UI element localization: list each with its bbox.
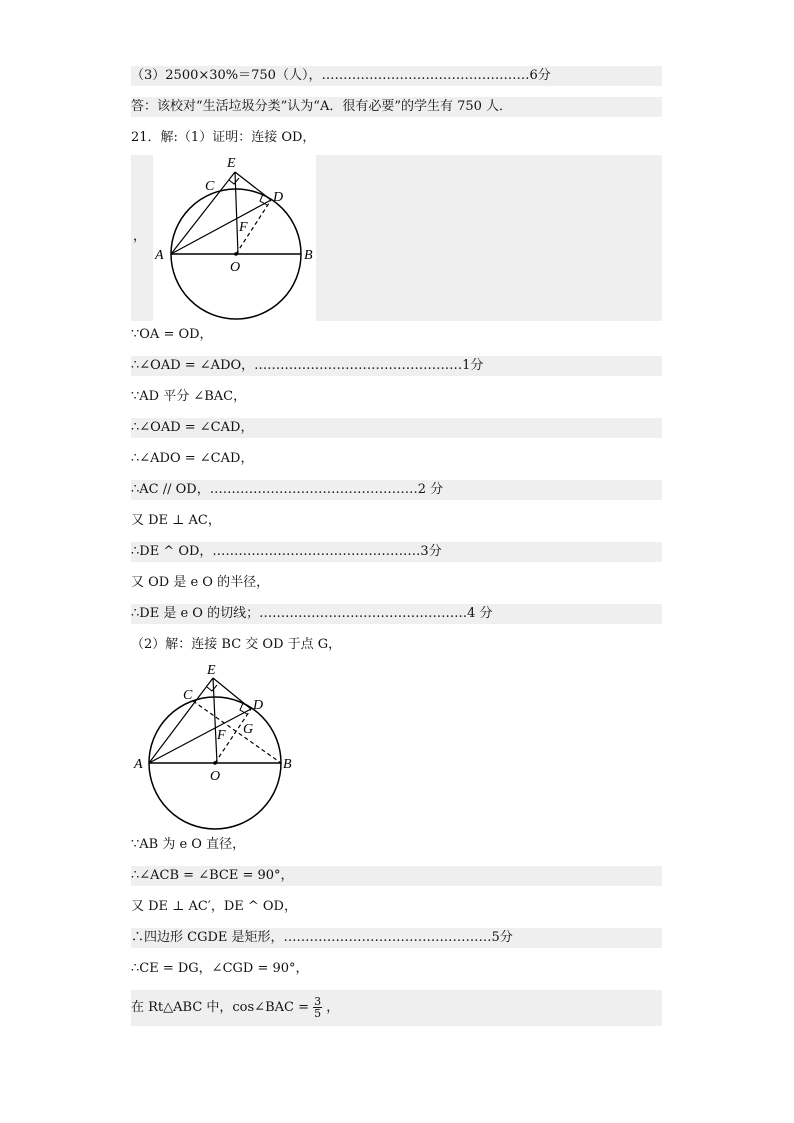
line-ab-diameter: ∵AB 为 e O 直径， (131, 837, 246, 852)
line-od-radius: 又 OD 是 e O 的半径， (131, 575, 270, 590)
fraction-denominator: 5 (314, 1007, 322, 1020)
label-o: O (210, 769, 221, 784)
line-de-perp-ac: 又 DE ⊥ AC， (131, 513, 221, 528)
line-de-perp-ac-od: 又 DE ⊥ AC′，DE ^ OD， (131, 899, 297, 914)
label-a: A (134, 757, 143, 772)
circle-figure-1 (153, 155, 316, 321)
line-ce-dg: ∴CE = DG，∠CGD = 90°， (131, 961, 309, 976)
line-cgde-rectangle: ∴四边形 CGDE 是矩形，…………………………………………5分 (131, 928, 662, 948)
line-q21-heading: 21．解:（1）证明：连接 OD， (131, 130, 316, 145)
label-c: C (205, 179, 215, 194)
label-a: A (155, 248, 164, 263)
label-d: D (253, 698, 264, 713)
label-f: F (239, 220, 248, 235)
line-ad-bisects: ∵AD 平分 ∠BAC， (131, 389, 247, 404)
line-angle-ado-cad: ∴∠ADO = ∠CAD， (131, 451, 254, 466)
line-answer: 答：该校对“生活垃圾分类”认为“A．很有必要”的学生有 750 人． (131, 97, 662, 117)
line-angle-oad-ado: ∴∠OAD = ∠ADO，…………………………………………1分 (131, 356, 662, 376)
label-o: O (230, 260, 241, 275)
figure1-comma: ， (133, 229, 147, 244)
line-angle-oad-cad: ∴∠OAD = ∠CAD， (131, 418, 662, 438)
label-b: B (304, 248, 313, 263)
label-b: B (283, 757, 292, 772)
line-oa-od: ∵OA = OD， (131, 327, 213, 342)
line-de-perp-od: ∴DE ^ OD，…………………………………………3分 (131, 542, 662, 562)
line-angle-acb-bce: ∴∠ACB = ∠BCE = 90°， (131, 866, 662, 886)
label-f: F (217, 728, 226, 743)
label-e: E (207, 663, 216, 678)
label-d: D (273, 190, 284, 205)
line-q3: （3）2500×30%＝750（人），…………………………………………6分 (131, 66, 662, 86)
line-ac-parallel-od: ∴AC // OD，…………………………………………2 分 (131, 480, 662, 500)
label-c: C (183, 688, 193, 703)
center-o (234, 252, 238, 256)
label-e: E (227, 156, 236, 171)
line-part2-heading: （2）解：连接 BC 交 OD 于点 G， (131, 637, 342, 652)
label-g: G (243, 722, 254, 737)
center-o (213, 761, 217, 765)
cos-comma: ， (326, 1000, 340, 1015)
cos-text: 在 Rt△ABC 中，cos∠BAC = (131, 1000, 309, 1015)
fraction-numerator: 3 (314, 995, 322, 1008)
line-de-tangent: ∴DE 是 e O 的切线；…………………………………………4 分 (131, 604, 662, 624)
line-cos-bac (131, 990, 662, 1026)
fraction-3-5 (313, 996, 322, 1019)
circle-figure-2 (131, 660, 296, 830)
